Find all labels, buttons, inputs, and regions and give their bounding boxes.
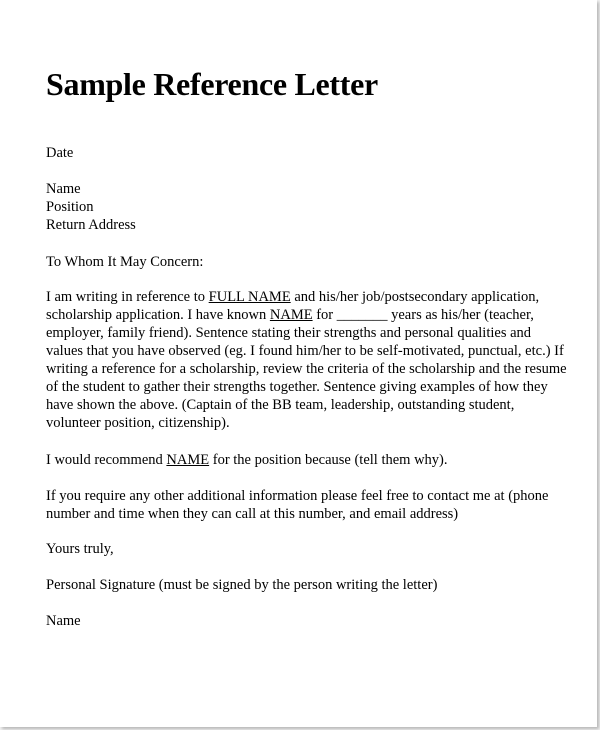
paragraph-line: volunteer position, citizenship). <box>46 415 230 431</box>
name-placeholder: NAME <box>269 307 313 323</box>
paragraph-line <box>46 306 534 324</box>
paragraph-line: employer, family friend). Sentence stating their strengths and personal qualities and <box>46 325 532 341</box>
address-position: Position <box>46 199 94 215</box>
name-placeholder: NAME <box>166 452 210 468</box>
text-run: scholarship application. I have known <box>46 307 270 323</box>
full-name-placeholder: FULL NAME <box>208 289 291 305</box>
body-paragraph-2 <box>46 451 448 469</box>
address-return: Return Address <box>46 217 136 233</box>
text-run: for the position because (tell them why). <box>209 452 448 468</box>
date-line: Date <box>46 145 74 161</box>
text-run: for _______ years as his/her (teacher, <box>312 307 534 323</box>
paragraph-line <box>46 288 539 306</box>
paragraph-line: of the student to gather their strengths together. Sentence giving examples of how they <box>46 379 548 395</box>
paragraph-line: values that you have observed (eg. I found him/her to be self-motivated, punctual, etc.) If <box>46 343 564 359</box>
text-run: I am writing in reference to <box>46 289 209 305</box>
paragraph-line: writing a reference for a scholarship, review the criteria of the scholarship and the resume <box>46 361 567 377</box>
paragraph-line: number and time when they can call at this number, and email address) <box>46 506 459 522</box>
text-run: and his/her job/postsecondary application, <box>290 289 540 305</box>
letter-title: Sample Reference Letter <box>46 66 378 102</box>
address-name: Name <box>46 181 81 197</box>
paragraph-line: have shown the above. (Captain of the BB team, leadership, outstanding student, <box>46 397 515 413</box>
text-run: I would recommend <box>46 452 167 468</box>
signature-line: Personal Signature (must be signed by the person writing the letter) <box>46 577 438 593</box>
salutation: To Whom It May Concern: <box>46 254 204 270</box>
signer-name: Name <box>46 613 81 629</box>
closing: Yours truly, <box>46 541 114 557</box>
paragraph-line: If you require any other additional information please feel free to contact me at (phone <box>46 488 549 504</box>
